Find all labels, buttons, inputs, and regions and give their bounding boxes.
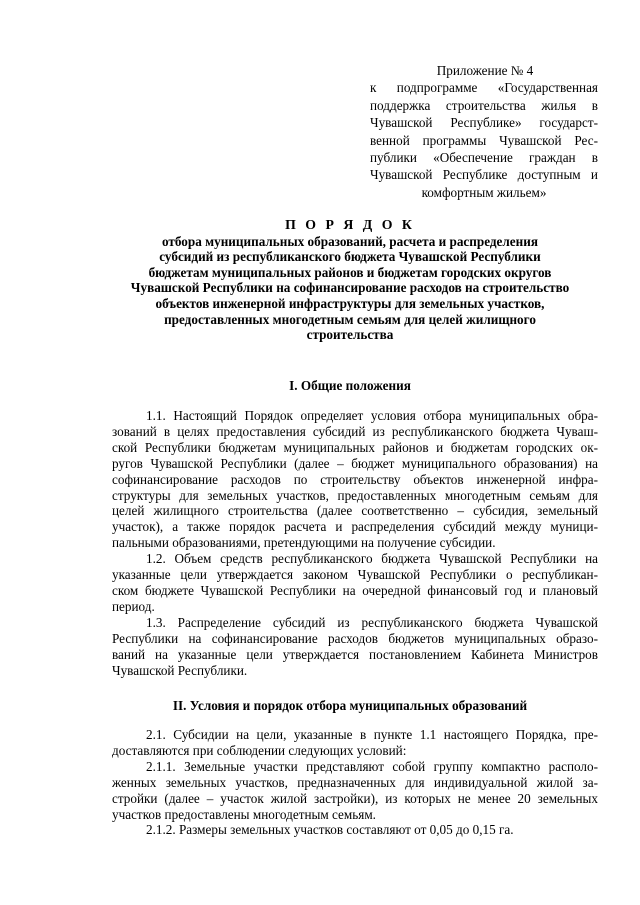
document-title — [100, 217, 600, 343]
text-line: ругов Чувашской Республики (далее – бюджет муниципального образования) на — [112, 455, 598, 471]
text-line: Республики на софинансирование расходов бюджетов муниципальных образо- — [112, 630, 598, 646]
text-line: 2.1. Субсидии на цели, указанные в пункте 1.1 настоящего Порядка, пре- — [146, 727, 598, 742]
title-line: отбора муниципальных образований, расчета и распределения — [161, 233, 538, 249]
text-line: Чувашской Республики. — [112, 662, 248, 678]
text-line: женных земельных участков, предназначенных для индивидуальной жилой за- — [112, 774, 598, 790]
appendix-line: Чувашской Республике» государст- — [370, 115, 598, 131]
appendix-line: к подпрограмме «Государственная — [370, 80, 598, 96]
text-line: ской Республики бюджетам муниципальных районов и бюджетам городских ок- — [112, 439, 598, 455]
text-line: стройки (далее – участок жилой застройки), из которых не менее 20 земельных — [112, 790, 598, 806]
appendix-note — [370, 62, 598, 201]
text-line: ском бюджете Чувашской Республики на очередной финансовый год и плановый — [112, 582, 598, 598]
text-line: 2.1.2. Размеры земельных участков составляют от 0,05 до 0,15 га. — [146, 822, 514, 838]
section-heading: II. Условия и порядок отбора муниципальных образований — [172, 698, 528, 713]
appendix-title: Приложение № 4 — [436, 63, 534, 78]
appendix-line: Чувашской Республике доступным и — [370, 167, 598, 183]
text-line: 1.2. Объем средств республиканского бюджета Чувашской Республики на — [146, 551, 598, 567]
text-line: период. — [112, 598, 155, 614]
title-line: Чувашской Республики на софинансирование расходов на строительство — [130, 280, 570, 296]
title-line: предоставленных многодетным семьям для целей жилищного — [164, 311, 536, 327]
title-line: субсидий из республиканского бюджета Чувашской Республики — [159, 249, 541, 265]
text-line: указанные цели утверждается законом Чувашской Республики о республикан- — [112, 567, 598, 583]
text-line: 2.1.1. Земельные участки представляют собой группу компактно располо- — [146, 758, 598, 774]
section-heading: I. Общие положения — [289, 378, 411, 393]
title-line: строительства — [306, 327, 394, 343]
title-line: объектов инженерной инфраструктуры для земельных участков, — [155, 295, 545, 311]
appendix-line: публики «Обеспечение граждан в — [370, 150, 598, 166]
text-line: доставляются при соблюдении следующих условий: — [112, 742, 407, 758]
appendix-line: поддержка строительства жилья в — [370, 97, 598, 113]
appendix-line: венной программы Чувашской Рес- — [370, 132, 598, 148]
text-line: участков предоставлены многодетным семьям. — [112, 806, 376, 822]
text-line: целей жилищного строительства (далее соответственно – субсидия, земельный — [112, 503, 598, 519]
text-line: 1.1. Настоящий Порядок определяет условия отбора муниципальных обра- — [146, 408, 598, 423]
section-body — [112, 727, 598, 838]
text-line: ваний на указанные цели утверждается постановлением Кабинета Министров — [112, 646, 598, 662]
document-heading: П О Р Я Д О К — [285, 217, 415, 232]
text-line: структуры для земельных участков, предоставленных многодетным семьям для — [112, 487, 598, 503]
text-line: зований в целях предоставления субсидий из республиканского бюджета Чуваш- — [112, 423, 598, 439]
text-line: пальными образованиями, претендующими на получение субсидии. — [112, 535, 496, 551]
title-line: бюджетам муниципальных районов и бюджетам городских округов — [148, 264, 552, 280]
text-line: 1.3. Распределение субсидий из республиканского бюджета Чувашской — [146, 614, 598, 630]
section-body — [112, 408, 598, 678]
text-line: участок), а также порядок расчета и распределения субсидий между муници- — [112, 519, 598, 535]
text-line: софинансирование расходов по строительству объектов инженерной инфра- — [112, 471, 598, 487]
appendix-line: комфортным жильем» — [421, 184, 547, 200]
